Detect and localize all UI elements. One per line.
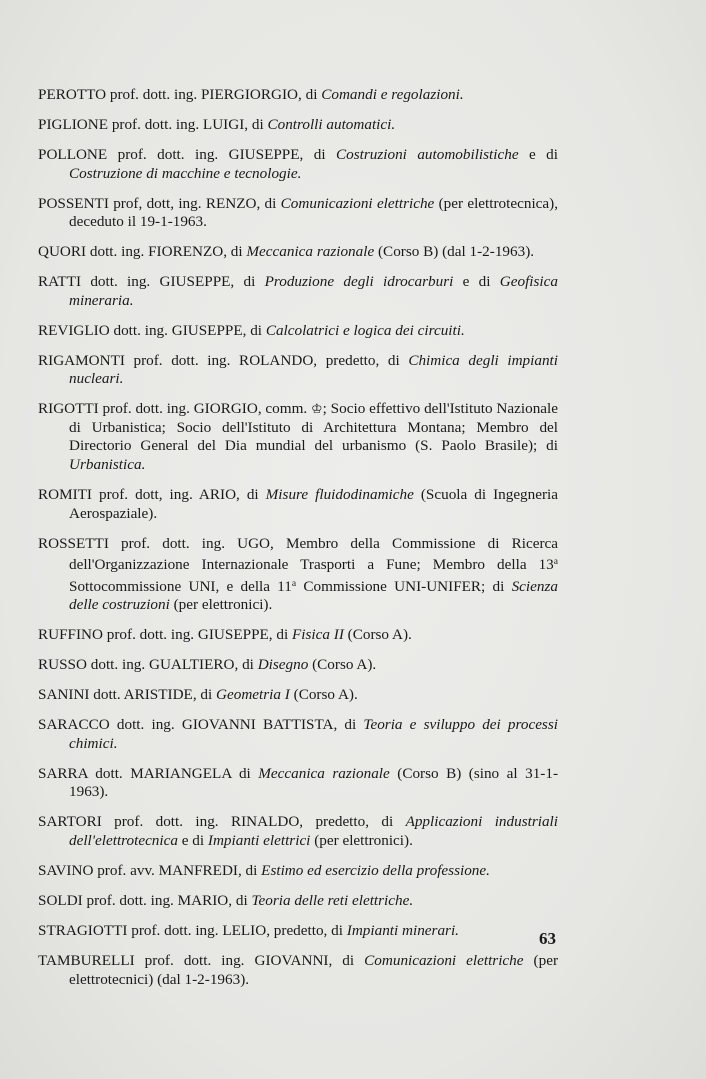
list-item: SOLDI prof. dott. ing. MARIO, di Teoria delle reti elettriche.: [38, 892, 414, 910]
list-item: REVIGLIO dott. ing. GIUSEPPE, di Calcolatrici e logica dei circuiti.: [38, 321, 465, 339]
list-item: POLLONE prof. dott. ing. GIUSEPPE, di Costruzioni automobilistiche e di Costruzione di macchine e tecnologie.: [38, 145, 558, 182]
list-item: TAMBURELLI prof. dott. ing. GIOVANNI, di Comunicazioni elettriche (per elettrotecnici) (dal 1-2-1963).: [38, 952, 558, 988]
faculty-list: [38, 86, 558, 1001]
list-item: SARRA dott. MARIANGELA di Meccanica razionale (Corso B) (sino al 31-1-1963).: [38, 764, 558, 801]
list-item: SARTORI prof. dott. ing. RINALDO, predetto, di Applicazioni industriali dell'elettrotecnica e di Impianti elettrici (per elettronici).: [38, 813, 558, 850]
list-item: SAVINO prof. avv. MANFREDI, di Estimo ed esercizio della professione.: [38, 862, 490, 880]
list-item: SANINI dott. ARISTIDE, di Geometria I (Corso A).: [38, 686, 358, 704]
list-item: STRAGIOTTI prof. dott. ing. LELIO, predetto, di Impianti minerari.: [38, 922, 459, 940]
list-item: RIGAMONTI prof. dott. ing. ROLANDO, predetto, di Chimica degli impianti nucleari.: [38, 351, 558, 388]
list-item: POSSENTI prof, dott, ing. RENZO, di Comunicazioni elettriche (per elettrotecnica), deceduto il 19-1-1963.: [38, 194, 558, 231]
list-item: RIGOTTI prof. dott. ing. GIORGIO, comm. ♔; Socio effettivo dell'Istituto Nazionale di Urbanistica; Socio dell'Istituto di Architettura Montana; Membro del Directorio General del Dia mundial del urbanismo (S. Paolo Brasile); di Urbanistica.: [38, 400, 558, 474]
list-item: RATTI dott. ing. GIUSEPPE, di Produzione degli idrocarburi e di Geofisica mineraria.: [38, 273, 558, 309]
list-item: ROMITI prof. dott, ing. ARIO, di Misure fluidodinamiche (Scuola di Ingegneria Aerospaziale).: [38, 486, 559, 522]
list-item: PIGLIONE prof. dott. ing. LUIGI, di Controlli automatici.: [38, 115, 396, 133]
page-number: 63: [539, 929, 556, 948]
order-symbol-icon: ♔: [311, 401, 323, 417]
list-item: ROSSETTI prof. dott. ing. UGO, Membro della Commissione di Ricerca dell'Organizzazione Internazionale Trasporti a Fune; Membro della 13$^a$ Sottocommissione UNI, e della 11$^a$ Commissione UNI-UNIFER; di Scienza delle costruzioni (per elettronici).: [38, 534, 558, 614]
list-item: SARACCO dott. ing. GIOVANNI BATTISTA, di Teoria e sviluppo dei processi chimici.: [38, 716, 558, 752]
list-item: RUSSO dott. ing. GUALTIERO, di Disegno (Corso A).: [38, 656, 377, 674]
list-item: RUFFINO prof. dott. ing. GIUSEPPE, di Fisica II (Corso A).: [38, 626, 412, 644]
list-item: PEROTTO prof. dott. ing. PIERGIORGIO, di Comandi e regolazioni.: [38, 86, 464, 103]
list-item: QUORI dott. ing. FIORENZO, di Meccanica razionale (Corso B) (dal 1-2-1963).: [38, 243, 535, 261]
